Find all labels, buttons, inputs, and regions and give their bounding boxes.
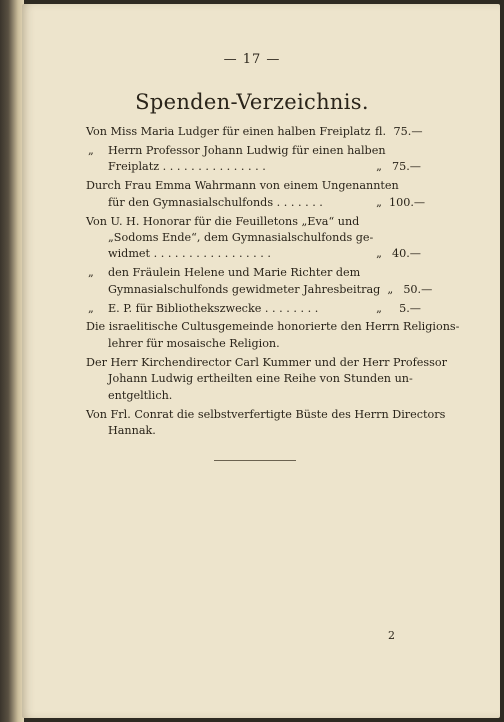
- page-number: — 17 —: [223, 52, 281, 67]
- donation-amount: 75.—: [393, 125, 423, 138]
- note-entry: [86, 319, 460, 352]
- entry-text: Freiplatz . . . . . . . . . . . . . . .: [108, 160, 266, 174]
- entry-line: [86, 265, 421, 281]
- entry-text: lehrer für mosaische Religion.: [108, 336, 280, 350]
- donation-entry: [86, 178, 426, 211]
- donation-entry: [86, 143, 421, 176]
- entry-line: [86, 124, 421, 140]
- entry-text: Gymnasialschulfonds gewidmeter Jahresbeitrag: [108, 282, 381, 296]
- donation-amount: 100.—: [389, 195, 426, 209]
- entry-text: Hannak.: [108, 423, 156, 437]
- entry-line: [86, 178, 421, 194]
- donation-list: [86, 124, 460, 442]
- note-entry: [86, 355, 447, 404]
- currency-label: „: [387, 282, 394, 296]
- donation-entry: [86, 214, 421, 263]
- currency-label: „: [376, 160, 382, 174]
- entry-text: den Fräulein Helene und Marie Richter dem: [108, 266, 361, 280]
- donation-entry: [86, 301, 421, 317]
- entry-line: [86, 319, 460, 335]
- entry-line: [86, 230, 421, 246]
- entry-text: Die israelitische Cultusgemeinde honorierte den Herrn Religions-: [86, 320, 460, 334]
- entry-line: [86, 195, 426, 211]
- entry-text: entgeltlich.: [108, 388, 173, 402]
- donation-amount: 50.—: [403, 282, 433, 296]
- entry-text: Von Miss Maria Ludger für einen halben Freiplatz: [86, 125, 371, 138]
- entry-line: [86, 143, 421, 159]
- donation-entry: [86, 124, 421, 140]
- ditto-mark: „: [88, 301, 94, 315]
- entry-text: E. P. für Bibliothekszwecke . . . . . . . .: [108, 301, 319, 315]
- entry-text: Durch Frau Emma Wahrmann von einem Ungenannten: [86, 179, 399, 193]
- entry-text: Der Herr Kirchendirector Carl Kummer und der Herr Professor: [86, 355, 447, 369]
- entry-text: „Sodoms Ende“, dem Gymnasialschulfonds ge-: [108, 230, 374, 244]
- page-title: Spenden-Verzeichnis.: [135, 90, 369, 114]
- donation-entry: [86, 265, 433, 298]
- currency-label: „: [376, 247, 382, 261]
- closing-rule: [214, 460, 296, 461]
- entry-line: [86, 214, 421, 230]
- note-entry: [86, 407, 446, 440]
- entry-line: [86, 388, 421, 404]
- entry-text: widmet . . . . . . . . . . . . . . . . .: [108, 247, 271, 261]
- currency-label: „: [376, 301, 382, 315]
- entry-line: [86, 371, 421, 387]
- currency-label: „: [376, 195, 382, 209]
- signature-mark: 2: [388, 629, 395, 642]
- entry-text: Herrn Professor Johann Ludwig für einen halben: [108, 143, 386, 157]
- entry-text: Von Frl. Conrat die selbstverfertigte Büste des Herrn Directors: [86, 407, 446, 421]
- ditto-mark: „: [88, 266, 94, 280]
- entry-line: [86, 301, 421, 317]
- donation-amount: 75.—: [392, 160, 421, 174]
- entry-line: [86, 355, 447, 371]
- ditto-mark: „: [88, 143, 94, 157]
- entry-line: [86, 407, 446, 423]
- entry-line: [86, 159, 421, 175]
- entry-text: Von U. H. Honorar für die Feuilletons „Eva“ und: [86, 214, 360, 228]
- entry-line: [86, 246, 421, 262]
- entry-text: für den Gymnasialschulfonds . . . . . . .: [108, 195, 323, 209]
- entry-line: [86, 423, 421, 439]
- entry-text: Johann Ludwig ertheilten eine Reihe von Stunden un-: [108, 372, 413, 386]
- donation-amount: 40.—: [392, 247, 421, 261]
- donation-amount: 5.—: [399, 301, 421, 315]
- currency-label: fl.: [375, 125, 387, 138]
- entry-line: [86, 282, 433, 298]
- entry-line: [86, 336, 421, 352]
